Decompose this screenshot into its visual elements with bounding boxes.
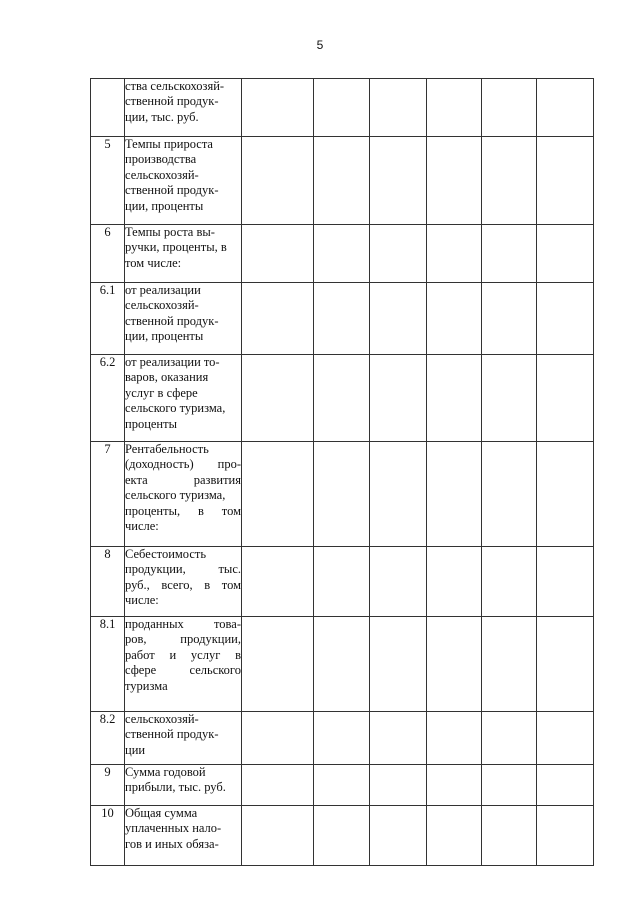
- indicator-name-line: (доходность) про-: [125, 457, 241, 472]
- value-cell: [314, 355, 370, 442]
- value-cell: [427, 806, 482, 866]
- indicator-name-line: числе:: [125, 593, 159, 608]
- indicator-name-line: ции, проценты: [125, 329, 204, 344]
- value-cell: [314, 225, 370, 283]
- value-cell: [427, 765, 482, 806]
- value-cell: [482, 712, 537, 765]
- indicator-name-line: ции: [125, 742, 146, 757]
- value-cell: [482, 442, 537, 547]
- value-cell: [242, 712, 314, 765]
- value-cell: [370, 283, 427, 355]
- indicator-name-line: сельского туризма,: [125, 401, 226, 416]
- value-cell: [482, 79, 537, 137]
- indicator-name: [125, 137, 242, 225]
- table-row: [91, 79, 594, 137]
- indicator-name-line: ственной продук-: [125, 313, 219, 328]
- indicator-name-line: сфере сельского: [125, 663, 241, 678]
- indicator-name-line: ручки, проценты, в: [125, 240, 227, 255]
- row-number: 8.1: [91, 617, 125, 712]
- indicator-name: [125, 547, 242, 617]
- indicator-name-line: ции, тыс. руб.: [125, 109, 199, 124]
- value-cell: [427, 617, 482, 712]
- value-cell: [482, 283, 537, 355]
- value-cell: [242, 442, 314, 547]
- value-cell: [370, 137, 427, 225]
- value-cell: [537, 225, 594, 283]
- value-cell: [242, 806, 314, 866]
- value-cell: [370, 442, 427, 547]
- table-row: [91, 765, 594, 806]
- page-number: 5: [316, 38, 324, 52]
- value-cell: [242, 225, 314, 283]
- indicator-name: [125, 617, 242, 712]
- value-cell: [242, 137, 314, 225]
- indicator-name-line: Темпы прироста: [125, 137, 213, 151]
- indicator-name: [125, 79, 242, 137]
- row-number: 8: [91, 547, 125, 617]
- indicator-name-line: варов, оказания: [125, 370, 209, 385]
- indicator-name-line: производства: [125, 152, 197, 167]
- indicator-name-line: Рентабельность: [125, 442, 209, 456]
- indicator-name-line: ственной продук-: [125, 727, 219, 742]
- value-cell: [427, 79, 482, 137]
- indicator-name-line: Сумма годовой: [125, 765, 206, 779]
- value-cell: [537, 617, 594, 712]
- value-cell: [314, 806, 370, 866]
- row-number: 6.1: [91, 283, 125, 355]
- indicator-name-line: продукции, тыс.: [125, 562, 241, 577]
- value-cell: [482, 617, 537, 712]
- table-row: [91, 355, 594, 442]
- indicator-name: [125, 712, 242, 765]
- row-number: 6.2: [91, 355, 125, 442]
- indicator-name-line: проценты, в том: [125, 503, 241, 518]
- table-row: [91, 137, 594, 225]
- value-cell: [482, 225, 537, 283]
- indicator-name-line: ственной продук-: [125, 183, 219, 198]
- value-cell: [314, 712, 370, 765]
- indicator-name: [125, 355, 242, 442]
- table-row: [91, 283, 594, 355]
- indicator-name-line: числе:: [125, 519, 159, 534]
- indicator-name-line: туризма: [125, 678, 168, 693]
- value-cell: [537, 547, 594, 617]
- value-cell: [370, 617, 427, 712]
- indicator-name-line: проданных това-: [125, 617, 241, 631]
- indicator-name: [125, 283, 242, 355]
- indicator-name-line: от реализации то-: [125, 355, 220, 369]
- indicator-name-line: сельскохозяй-: [125, 167, 199, 182]
- row-number: 8.2: [91, 712, 125, 765]
- indicator-name-line: Себестоимость: [125, 547, 207, 561]
- value-cell: [537, 355, 594, 442]
- indicator-name-line: сельского туризма,: [125, 488, 226, 503]
- value-cell: [427, 355, 482, 442]
- value-cell: [242, 765, 314, 806]
- indicator-name: [125, 225, 242, 283]
- value-cell: [370, 225, 427, 283]
- value-cell: [427, 442, 482, 547]
- indicator-name-line: гов и иных обяза-: [125, 836, 219, 851]
- value-cell: [314, 283, 370, 355]
- value-cell: [370, 355, 427, 442]
- indicator-name-line: Темпы роста вы-: [125, 225, 215, 239]
- value-cell: [537, 442, 594, 547]
- value-cell: [537, 283, 594, 355]
- indicator-name: [125, 806, 242, 866]
- indicator-name-line: Общая сумма: [125, 806, 198, 820]
- row-number: 7: [91, 442, 125, 547]
- value-cell: [314, 617, 370, 712]
- value-cell: [242, 79, 314, 137]
- value-cell: [537, 137, 594, 225]
- value-cell: [370, 547, 427, 617]
- indicator-name-line: прибыли, тыс. руб.: [125, 780, 226, 795]
- value-cell: [537, 712, 594, 765]
- value-cell: [482, 355, 537, 442]
- row-number: 10: [91, 806, 125, 866]
- indicator-name-line: екта развития: [125, 472, 241, 487]
- value-cell: [370, 712, 427, 765]
- indicator-name-line: услуг в сфере: [125, 385, 198, 400]
- value-cell: [314, 442, 370, 547]
- row-number: 9: [91, 765, 125, 806]
- indicator-name-line: ственной продук-: [125, 94, 219, 109]
- value-cell: [242, 547, 314, 617]
- value-cell: [314, 137, 370, 225]
- value-cell: [370, 79, 427, 137]
- indicator-name: [125, 765, 242, 806]
- indicator-name-line: ров, продукции,: [125, 632, 241, 647]
- value-cell: [537, 79, 594, 137]
- value-cell: [482, 137, 537, 225]
- value-cell: [427, 547, 482, 617]
- indicator-name-line: от реализации: [125, 283, 201, 297]
- value-cell: [427, 225, 482, 283]
- value-cell: [242, 617, 314, 712]
- value-cell: [427, 283, 482, 355]
- value-cell: [537, 806, 594, 866]
- table-row: [91, 225, 594, 283]
- table-row: [91, 617, 594, 712]
- table-row: [91, 712, 594, 765]
- row-number: 6: [91, 225, 125, 283]
- row-number: [91, 79, 125, 137]
- value-cell: [370, 765, 427, 806]
- value-cell: [370, 806, 427, 866]
- value-cell: [482, 765, 537, 806]
- value-cell: [314, 547, 370, 617]
- indicator-name-line: уплаченных нало-: [125, 821, 222, 836]
- value-cell: [482, 547, 537, 617]
- value-cell: [427, 712, 482, 765]
- indicator-name-line: проценты: [125, 416, 177, 431]
- value-cell: [242, 355, 314, 442]
- value-cell: [427, 137, 482, 225]
- row-number: 5: [91, 137, 125, 225]
- value-cell: [314, 765, 370, 806]
- indicator-name: [125, 442, 242, 547]
- value-cell: [314, 79, 370, 137]
- indicator-name-line: ства сельскохозяй-: [125, 79, 225, 93]
- table-row: [91, 806, 594, 866]
- value-cell: [242, 283, 314, 355]
- indicator-name-line: том числе:: [125, 255, 182, 270]
- indicator-name-line: сельскохозяй-: [125, 298, 199, 313]
- indicator-name-line: руб., всего, в том: [125, 577, 241, 592]
- table-row: [91, 442, 594, 547]
- indicator-name-line: работ и услуг в: [125, 647, 241, 662]
- value-cell: [537, 765, 594, 806]
- indicator-name-line: ции, проценты: [125, 198, 204, 213]
- value-cell: [482, 806, 537, 866]
- table-row: [91, 547, 594, 617]
- indicators-table: [90, 78, 594, 866]
- indicator-name-line: сельскохозяй-: [125, 712, 199, 726]
